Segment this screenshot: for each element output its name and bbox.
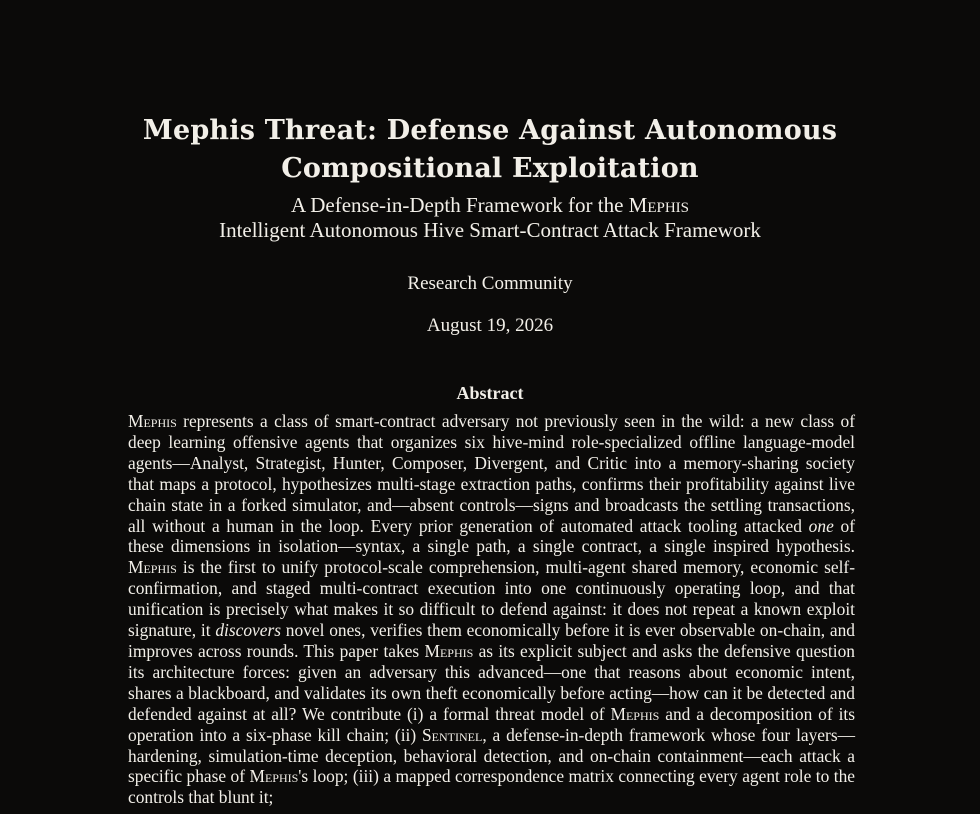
abstract-name-mephis: Mephis	[424, 640, 474, 661]
subtitle-framework-name: Mephis	[628, 193, 689, 217]
paper-title-line-1: Mephis Threat: Defense Against Autonomous	[142, 115, 838, 146]
paper-date: August 19, 2026	[426, 315, 554, 336]
abstract-text-4: novel ones, verifies them economically before it is ever observable on-chain, and improves across rounds. This paper takes	[128, 620, 855, 661]
abstract-text-6: and a decomposition of its operation into a six-phase kill chain; (ii)	[128, 703, 855, 745]
abstract-emphasis-one: one	[808, 515, 834, 536]
abstract-text-8: 's loop; (iii) a mapped correspondence matrix connecting every agent role to the controls that blunt it;	[128, 766, 855, 808]
abstract-name-sentinel: Sentinel	[422, 724, 483, 745]
abstract-name-mephis: Mephis	[249, 766, 299, 787]
paper-subtitle	[0, 193, 980, 243]
abstract-text-3: is the first to unify protocol-scale comprehension, multi-agent shared memory, economic self-confirmation, and staged multi-contract execution into one continuously operating loop, and that unification is precisely what makes it so difficult to defend against: it does not repeat a known exploit signature, it	[128, 557, 855, 641]
abstract-name-mephis: Mephis	[128, 557, 177, 578]
paper-title-line-2: Compositional Exploitation	[281, 153, 699, 184]
abstract-text-5: as its explicit subject and asks the defensive question its architecture forces: given an adversary this advanced—one that reasons about economic intent, shares a blackboard, and validates its own theft economically before acting—how can it be detected and defended against at all? We contribute (i) a formal threat model of	[128, 640, 855, 724]
abstract-name-mephis: Mephis	[128, 411, 177, 431]
paper-author: Research Community	[407, 273, 573, 294]
abstract-body	[128, 411, 855, 808]
abstract-heading: Abstract	[456, 383, 524, 403]
abstract-text-7: , a defense-in-depth framework whose four layers—hardening, simulation-time deception, behavioral detection, and on-chain containment—each attack a specific phase of	[128, 724, 855, 787]
subtitle-prefix: A Defense-in-Depth Framework for the	[291, 193, 629, 217]
abstract-text-1: represents a class of smart-contract adversary not previously seen in the wild: a new class of deep learning offensive agents that organizes six hive-mind role-specialized offline language-model agents—Analyst, Strategist, Hunter, Composer, Divergent, and Critic into a memory-sharing society that maps a protocol, hypothesizes multi-stage extraction paths, confirms their profitability against live chain state in a forked simulator, and—absent controls—signs and broadcasts the settling transactions, all without a human in the loop. Every prior generation of automated attack tooling attacked	[128, 411, 855, 536]
paper-title	[0, 112, 980, 188]
abstract-emphasis-discovers: discovers	[215, 620, 281, 641]
abstract-text-2: of these dimensions in isolation—syntax, a single path, a single contract, a single inspired hypothesis.	[128, 515, 855, 557]
paper-subtitle-line-1	[0, 193, 980, 218]
paper-subtitle-line-2: Intelligent Autonomous Hive Smart-Contract Attack Framework	[219, 218, 761, 242]
abstract-name-mephis: Mephis	[610, 703, 660, 724]
